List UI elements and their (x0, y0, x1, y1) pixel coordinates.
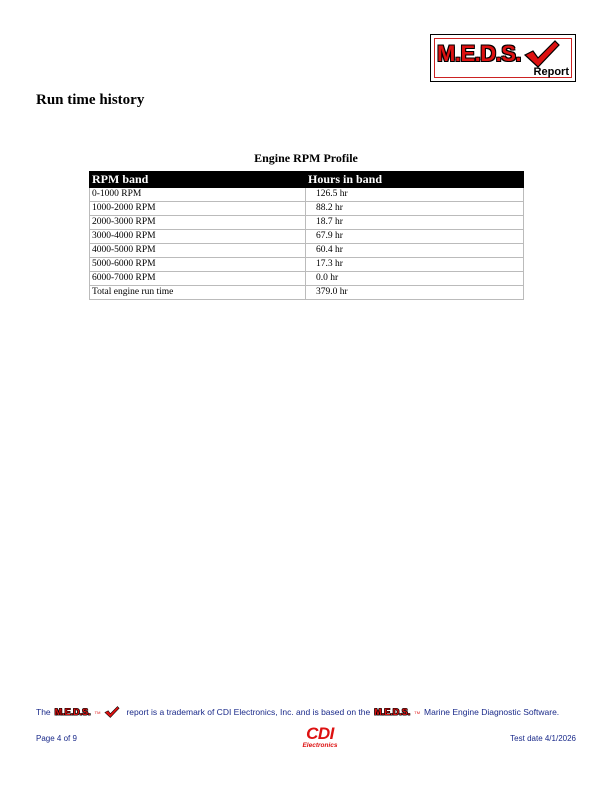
logo-meds-text: M.E.D.S. (437, 41, 522, 66)
rpm-band-cell: Total engine run time (90, 286, 306, 300)
footer-text-1: report is a trademark of CDI Electronics, Inc. and is based on the (126, 707, 371, 717)
rpm-band-cell: 2000-3000 RPM (90, 216, 306, 230)
logo-report-text: Report (533, 66, 569, 78)
cdi-electronics-logo (290, 726, 350, 750)
column-header-rpm-band: RPM band (90, 172, 306, 188)
footer-tm-2: TM (414, 709, 421, 715)
hours-cell: 67.9 hr (306, 230, 524, 244)
column-header-hours: Hours in band (306, 172, 524, 188)
rpm-band-cell: 3000-4000 RPM (90, 230, 306, 244)
hours-cell: 0.0 hr (306, 272, 524, 286)
table-row (90, 202, 524, 216)
table-row-total (90, 286, 524, 300)
rpm-band-cell: 4000-5000 RPM (90, 244, 306, 258)
table-row (90, 272, 524, 286)
footer-meds-logo-2: M.E.D.S. (374, 707, 411, 717)
test-date: Test date 4/1/2026 (510, 734, 576, 743)
rpm-band-cell: 0-1000 RPM (90, 188, 306, 202)
footer-meds-logo-1: M.E.D.S. (54, 707, 91, 717)
rpm-profile-table (89, 171, 524, 300)
footer-text-2: Marine Engine Diagnostic Software. (424, 707, 560, 717)
hours-cell: 60.4 hr (306, 244, 524, 258)
table-row (90, 216, 524, 230)
page-number: Page 4 of 9 (36, 734, 77, 743)
hours-cell: 126.5 hr (306, 188, 524, 202)
cdi-logo-subtext: Electronics (302, 742, 338, 749)
checkmark-icon (523, 39, 561, 69)
footer-tm-1: TM (94, 709, 101, 715)
meds-report-logo (430, 34, 576, 82)
checkmark-icon (104, 705, 120, 719)
rpm-band-cell: 5000-6000 RPM (90, 258, 306, 272)
hours-cell: 17.3 hr (306, 258, 524, 272)
footer-the: The (36, 707, 51, 717)
cdi-logo-text: CDI (306, 724, 334, 743)
section-title: Run time history (36, 92, 145, 108)
table-row (90, 188, 524, 202)
table-header-row (90, 172, 524, 188)
table-title: Engine RPM Profile (254, 151, 358, 165)
footer-trademark-line (36, 705, 581, 719)
rpm-band-cell: 6000-7000 RPM (90, 272, 306, 286)
table-row (90, 230, 524, 244)
hours-cell: 18.7 hr (306, 216, 524, 230)
hours-cell: 88.2 hr (306, 202, 524, 216)
hours-cell: 379.0 hr (306, 286, 524, 300)
table-row (90, 258, 524, 272)
table-row (90, 244, 524, 258)
rpm-band-cell: 1000-2000 RPM (90, 202, 306, 216)
